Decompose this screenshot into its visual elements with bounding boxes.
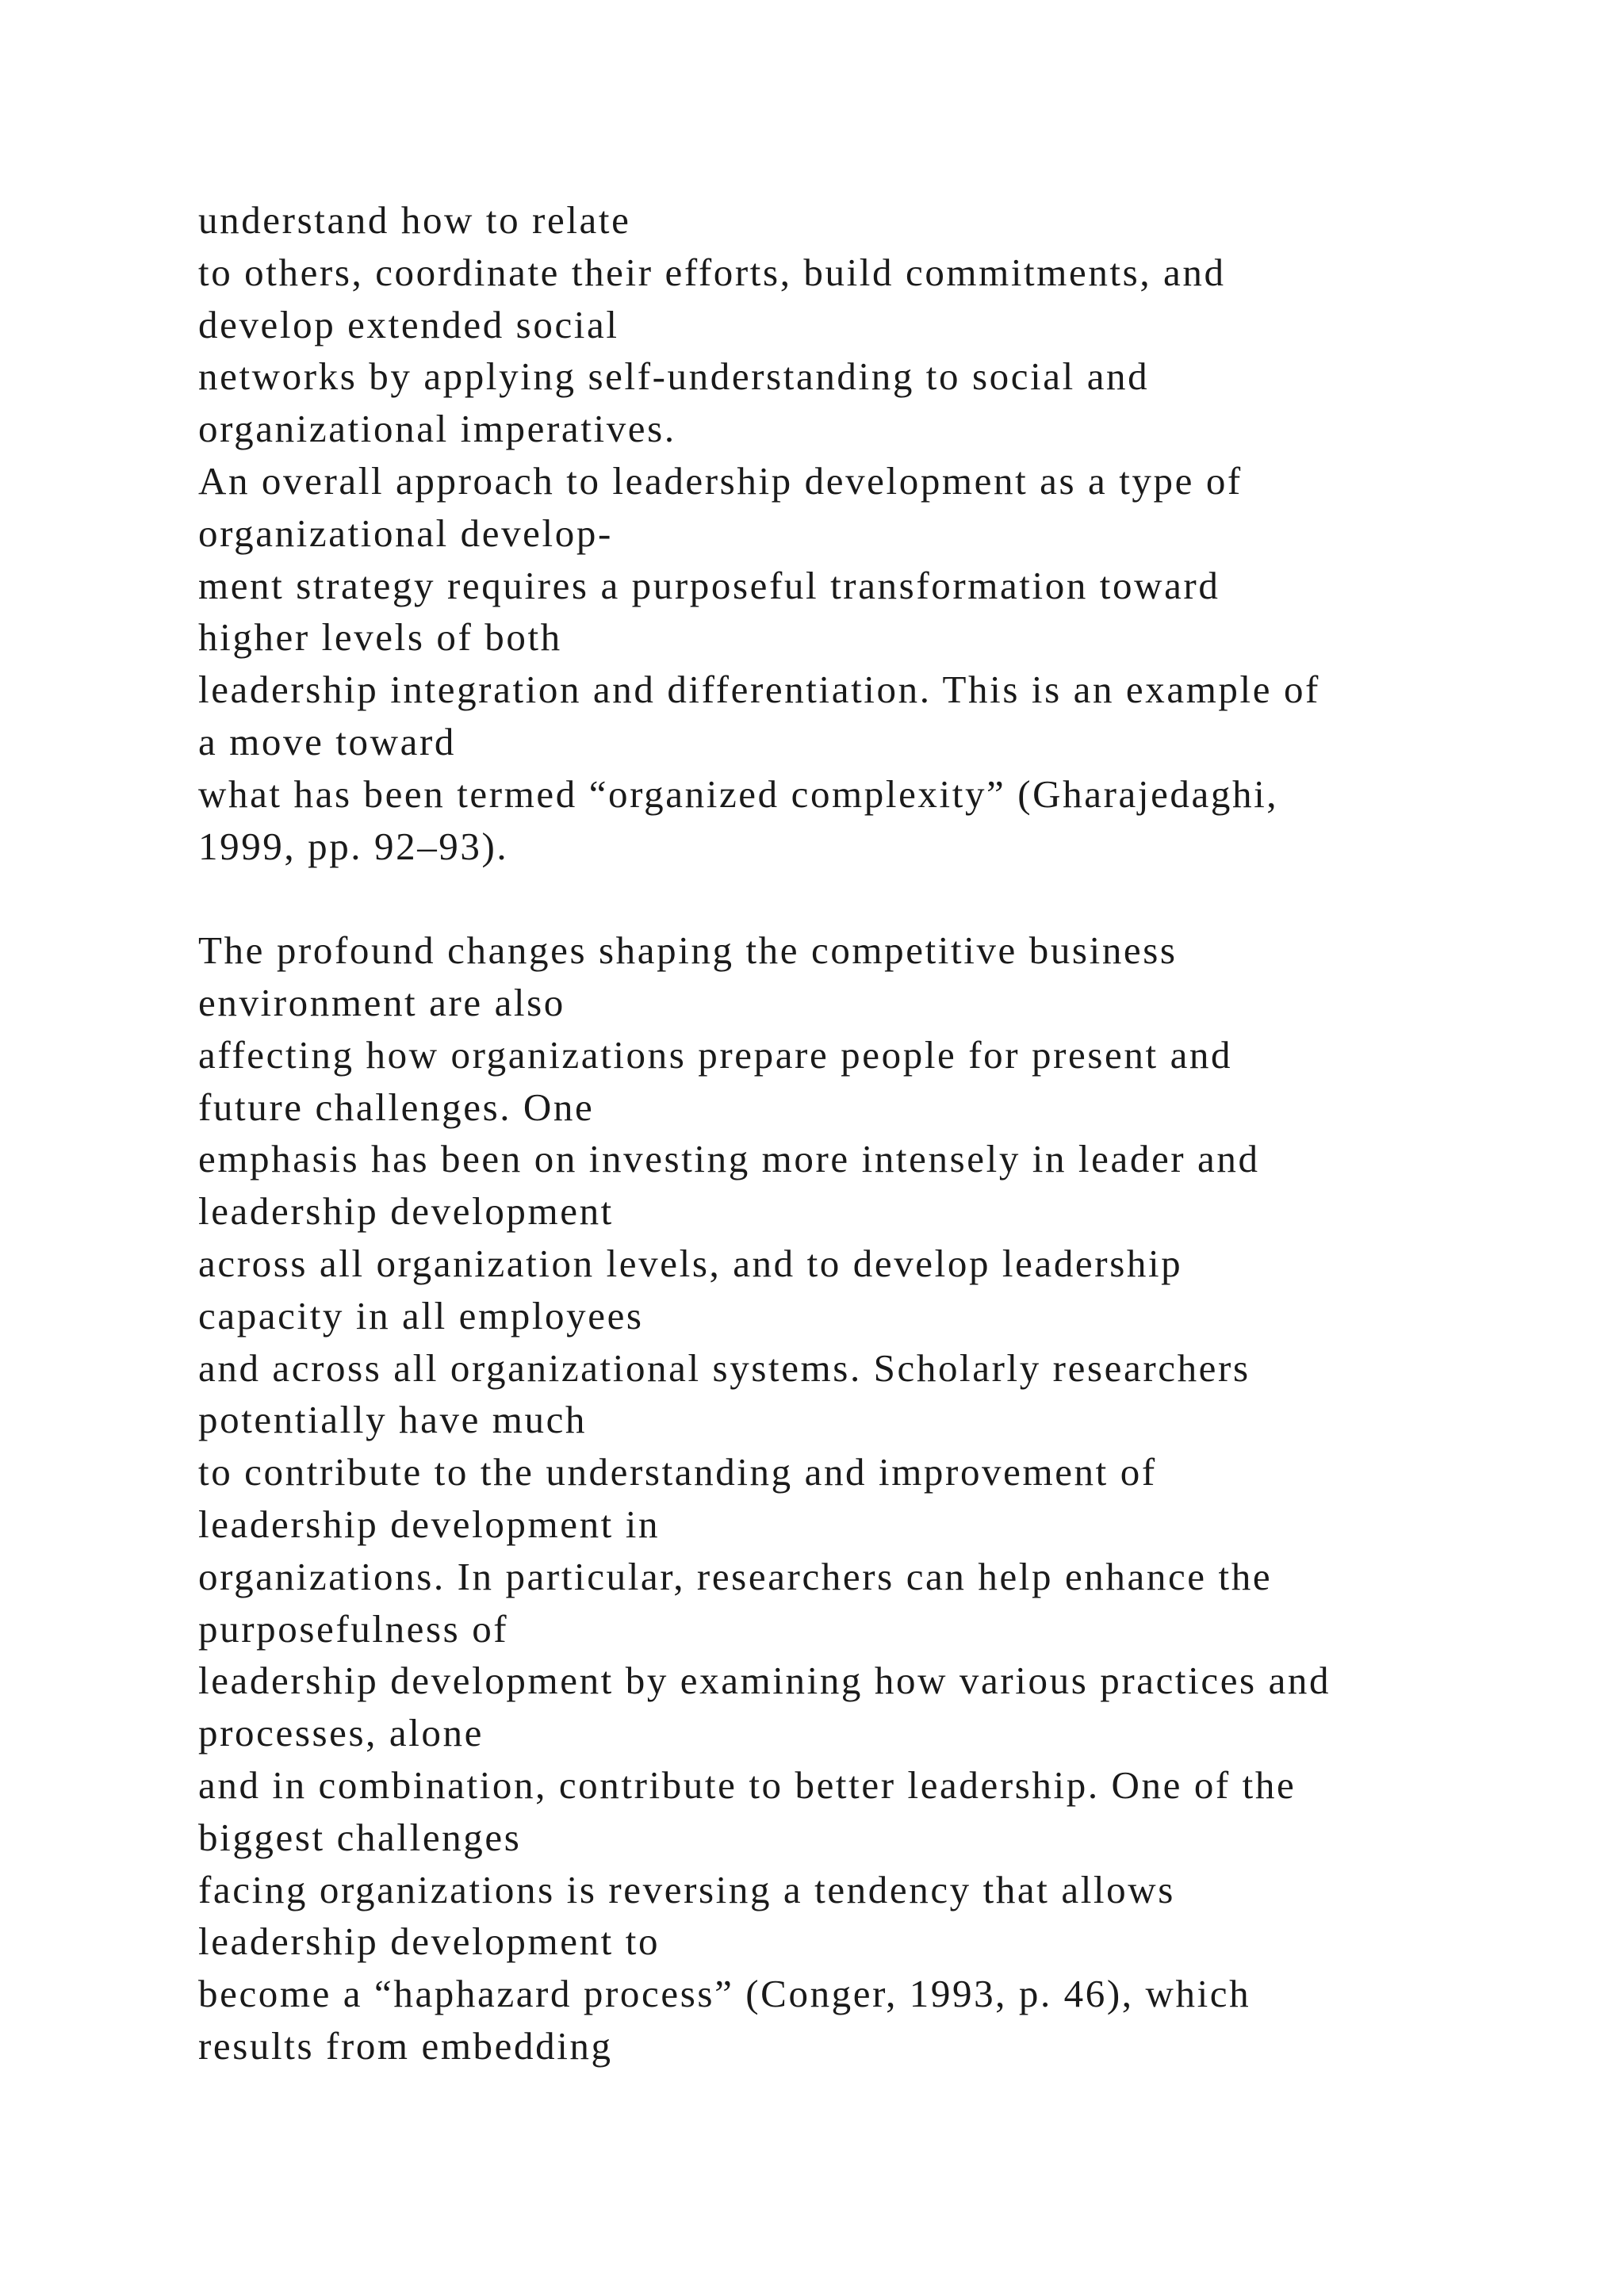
text-line: develop extended social <box>198 302 619 346</box>
text-line: facing organizations is reversing a tendency that allows <box>198 1867 1175 1911</box>
text-line: environment are also <box>198 980 565 1024</box>
text-line: biggest challenges <box>198 1815 522 1859</box>
text-line: organizations. In particular, researchers can help enhance the <box>198 1554 1273 1598</box>
text-line: 1999, pp. 92–93). <box>198 824 509 868</box>
text-line: to contribute to the understanding and improvement of <box>198 1450 1157 1494</box>
text-line: become a “haphazard process” (Conger, 1993, p. 46), which <box>198 1972 1251 2016</box>
text-line: organizational imperatives. <box>198 407 676 451</box>
text-line: purposefulness of <box>198 1606 509 1651</box>
document-body <box>198 194 1507 2072</box>
text-line: leadership integration and differentiation. This is an example of <box>198 668 1320 712</box>
paragraph-gap <box>198 872 1507 924</box>
text-line: capacity in all employees <box>198 1293 644 1337</box>
text-line: networks by applying self-understanding to social and <box>198 354 1150 399</box>
text-line: emphasis has been on investing more intensely in leader and <box>198 1137 1260 1181</box>
text-line: potentially have much <box>198 1398 588 1442</box>
text-line: across all organization levels, and to develop leadership <box>198 1241 1183 1285</box>
text-line: results from embedding <box>198 2023 613 2068</box>
text-line: understand how to relate <box>198 198 631 242</box>
text-line: leadership development by examining how various practices and <box>198 1659 1331 1703</box>
text-line: future challenges. One <box>198 1085 595 1129</box>
text-line: leadership development in <box>198 1502 661 1546</box>
text-line: and across all organizational systems. Scholarly researchers <box>198 1345 1251 1390</box>
text-line: higher levels of both <box>198 615 562 660</box>
text-line: and in combination, contribute to better leadership. One of the <box>198 1762 1297 1807</box>
text-line: organizational develop- <box>198 511 613 555</box>
text-line: The profound changes shaping the competitive business <box>198 928 1178 973</box>
text-line: An overall approach to leadership development as a type of <box>198 458 1243 503</box>
paragraph-1 <box>198 194 1507 872</box>
text-line: to others, coordinate their efforts, build commitments, and <box>198 250 1226 294</box>
text-line: a move toward <box>198 719 456 763</box>
text-line: leadership development <box>198 1189 614 1234</box>
text-line: processes, alone <box>198 1711 484 1755</box>
text-line: affecting how organizations prepare people for present and <box>198 1032 1233 1077</box>
paragraph-2 <box>198 924 1507 2072</box>
text-line: leadership development to <box>198 1919 661 1964</box>
text-line: ment strategy requires a purposeful transformation toward <box>198 563 1220 607</box>
text-line: what has been termed “organized complexity” (Gharajedaghi, <box>198 771 1279 816</box>
